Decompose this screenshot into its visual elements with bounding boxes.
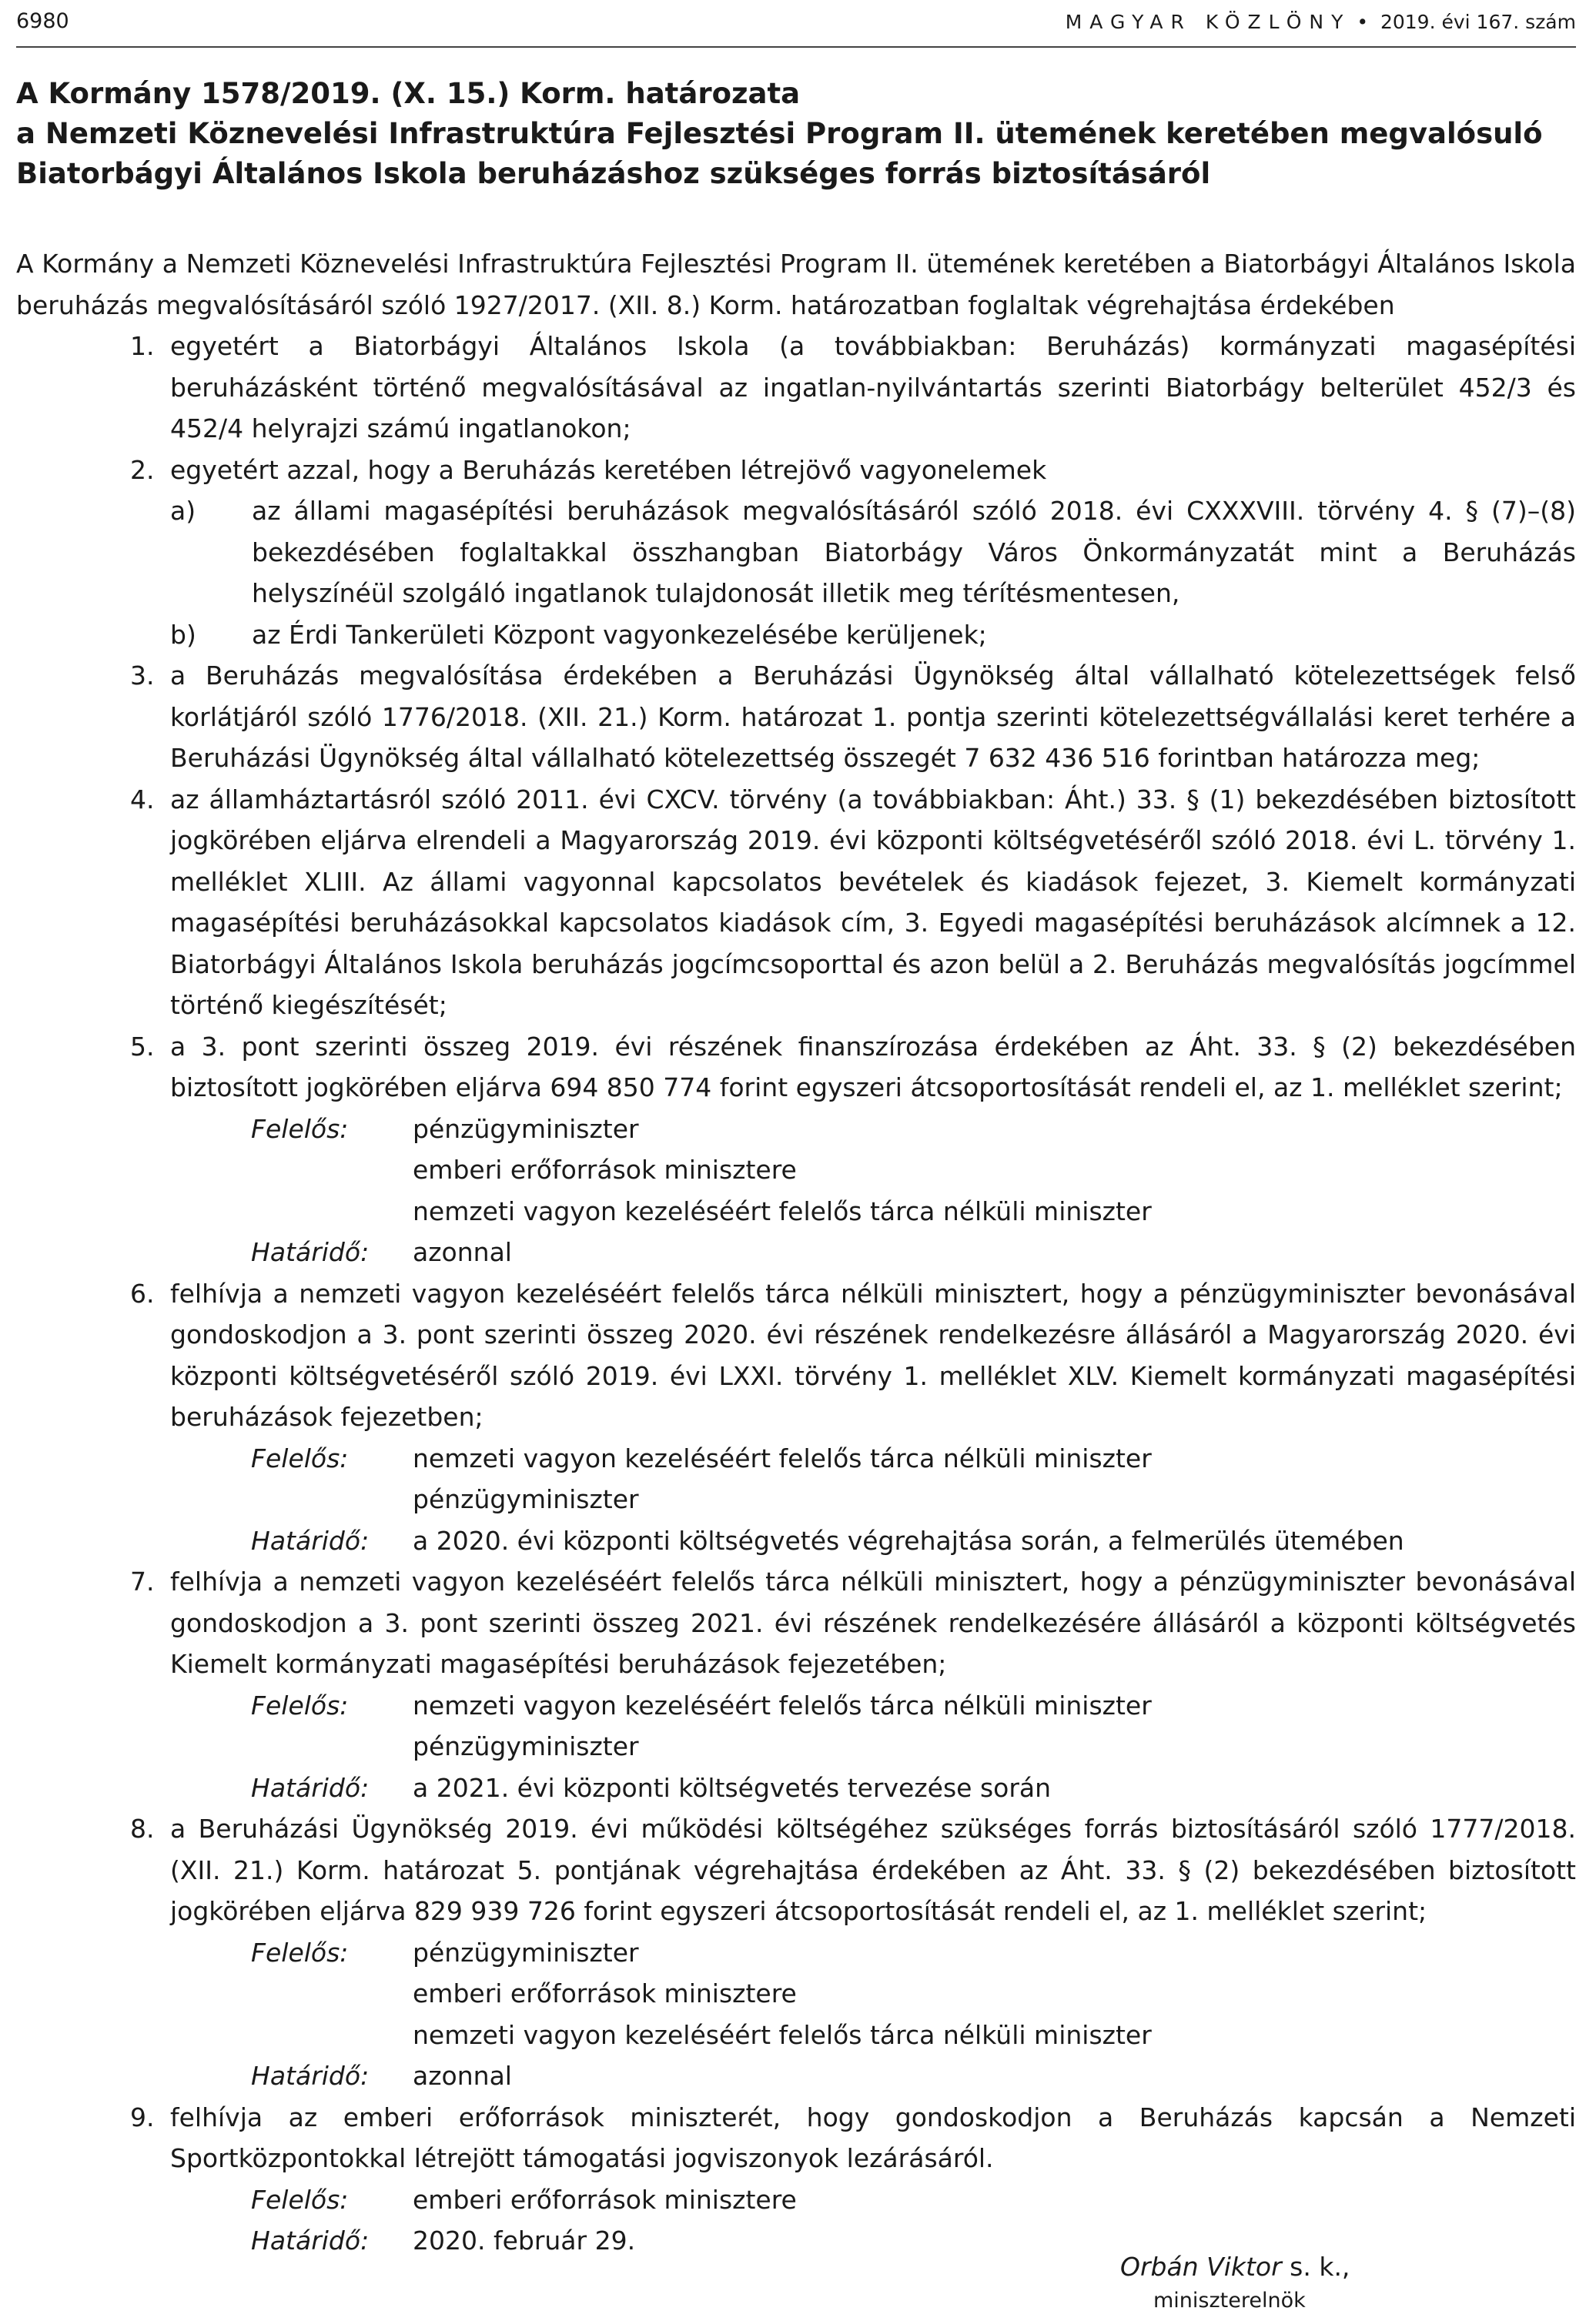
responsible-row: [16, 1109, 1576, 1150]
signature-block: [0, 2252, 1596, 2321]
list-item: [16, 1561, 1576, 1685]
signatory-suffix: s. k.,: [1281, 2252, 1350, 2282]
deadline-row: [16, 1232, 1576, 1273]
deadline-label: Határidő:: [251, 2061, 370, 2091]
issue-label: 2019. évi 167. szám: [1380, 11, 1576, 33]
responsible-row: [16, 1149, 1576, 1191]
responsible-row: [16, 2015, 1576, 2056]
list-item: [16, 655, 1576, 779]
responsible-label: Felelős:: [251, 1443, 349, 1473]
responsible-value: pénzügyminiszter: [413, 1484, 639, 1514]
title-line-2: a Nemzeti Köznevelési Infrastruktúra Fejlesztési Program II. ütemének keretében megvalósuló: [16, 117, 1543, 150]
responsible-row: [16, 1479, 1576, 1520]
responsible-row: [16, 2179, 1576, 2221]
responsible-value: pénzügyminiszter: [413, 1937, 639, 1968]
list-item: [16, 326, 1576, 450]
resolution-body: [16, 243, 1576, 2262]
resolution-title: [16, 74, 1579, 194]
deadline-row: [16, 1520, 1576, 1562]
deadline-label: Határidő:: [251, 1772, 370, 1803]
responsible-value: emberi erőforrások minisztere: [413, 2184, 797, 2215]
intro-paragraph: A Kormány a Nemzeti Köznevelési Infrastruktúra Fejlesztési Program II. ütemének keretében a Biatorbágyi Általános Iskola beruházás megvalósításáról szóló 1927/2017. (XII. 8.) Korm. határozatban foglaltak végrehajtása érdekében: [16, 249, 1576, 320]
item-number: 5.: [130, 1031, 155, 1062]
list-item: [16, 2097, 1576, 2179]
sub-item-letter: b): [170, 619, 196, 650]
journal-issue: [1066, 11, 1576, 33]
responsible-label: Felelős:: [251, 1690, 349, 1721]
deadline-row: [16, 1768, 1576, 1809]
deadline-value: azonnal: [413, 1237, 512, 1267]
signatory-name: Orbán Viktor: [1120, 2252, 1282, 2282]
title-line-1: A Kormány 1578/2019. (X. 15.) Korm. határozata: [16, 77, 801, 110]
sub-item: [16, 490, 1576, 614]
deadline-value: azonnal: [413, 2061, 512, 2091]
item-number: 1.: [130, 331, 155, 361]
responsible-row: [16, 1726, 1576, 1768]
item-number: 9.: [130, 2102, 155, 2132]
responsible-row: [16, 1932, 1576, 1974]
responsible-value: emberi erőforrások minisztere: [413, 1978, 797, 2008]
responsible-value: nemzeti vagyon kezeléséért felelős tárca nélküli miniszter: [413, 1196, 1152, 1226]
item-text: a Beruházási Ügynökség 2019. évi működési költségéhez szükséges forrás biztosításáról szóló 1777/2018. (XII. 21.) Korm. határozat 5. pontjának végrehajtása érdekében az Áht. 33. § (2) bekezdésében biztosított jogkörében eljárva 829 939 726 forint egyszeri átcsoportosítását rendeli el, az 1. melléklet szerint;: [170, 1814, 1576, 1926]
list-item: [16, 1273, 1576, 1438]
item-number: 7.: [130, 1567, 155, 1597]
item-number: 2.: [130, 454, 155, 485]
responsible-value: pénzügyminiszter: [413, 1113, 639, 1144]
item-text: egyetért azzal, hogy a Beruházás keretében létrejövő vagyonelemek: [170, 454, 1047, 485]
page-number: 6980: [16, 9, 69, 33]
item-text: az államháztartásról szóló 2011. évi CXCV. törvény (a továbbiakban: Áht.) 33. § (1) bekezdésében biztosított jogkörében eljárva elrendeli a Magyarország 2019. évi központi költségvetéséről szóló 2018. évi L. törvény 1. melléklet XLIII. Az állami vagyonnal kapcsolatos bevételek és kiadások fejezet, 3. Kiemelt kormányzati magasépítési beruházásokkal kapcsolatos kiadások cím, 3. Egyedi magasépítési beruházások alcímnek a 12. Biatorbágyi Általános Iskola beruházás jogcímcsoporttal és azon belül a 2. Beruházás megvalósítás jogcímmel történő kiegészítését;: [170, 784, 1576, 1020]
sub-item-letter: a): [170, 496, 196, 526]
list-item: [16, 1026, 1576, 1109]
responsible-value: pénzügyminiszter: [413, 1731, 639, 1761]
header-rule: [16, 46, 1576, 48]
deadline-value: a 2021. évi központi költségvetés tervezése során: [413, 1772, 1052, 1803]
header-bullet: •: [1357, 11, 1369, 33]
item-text: felhívja a nemzeti vagyon kezeléséért felelős tárca nélküli minisztert, hogy a pénzügyminiszter bevonásával gondoskodjon a 3. pont szerinti összeg 2020. évi részének rendelkezésre állásáról a Magyarország 2020. évi központi költségvetéséről szóló 2019. évi LXXI. törvény 1. melléklet XLV. Kiemelt kormányzati magasépítési beruházások fejezetben;: [170, 1278, 1576, 1432]
responsible-row: [16, 1191, 1576, 1232]
responsible-row: [16, 1685, 1576, 1727]
sub-item-text: az Érdi Tankerületi Központ vagyonkezelésébe kerüljenek;: [252, 619, 987, 650]
responsible-row: [16, 1973, 1576, 2015]
responsible-value: nemzeti vagyon kezeléséért felelős tárca nélküli miniszter: [413, 1443, 1152, 1473]
responsible-value: nemzeti vagyon kezeléséért felelős tárca nélküli miniszter: [413, 2019, 1152, 2050]
deadline-row: [16, 2055, 1576, 2097]
journal-name: MAGYAR KÖZLÖNY: [1065, 11, 1351, 33]
list-item: [16, 1808, 1576, 1932]
deadline-value: 2020. február 29.: [413, 2226, 636, 2256]
item-number: 4.: [130, 784, 155, 814]
responsible-label: Felelős:: [251, 2184, 349, 2215]
item-text: egyetért a Biatorbágyi Általános Iskola (a továbbiakban: Beruházás) kormányzati magasépítési beruházásként történő megvalósításával az ingatlan-nyilvántartás szerinti Biatorbágy belterület 452/3 és 452/4 helyrajzi számú ingatlanokon;: [170, 331, 1576, 443]
responsible-label: Felelős:: [251, 1113, 349, 1144]
sub-item-text: az állami magasépítési beruházások megvalósításáról szóló 2018. évi CXXXVIII. törvény 4. § (7)–(8) bekezdésében foglaltakkal összhangban Biatorbágy Város Önkormányzatát mint a Beruházás helyszínéül szolgáló ingatlanok tulajdonosát illetik meg térítésmentesen,: [252, 496, 1576, 608]
item-text: a Beruházás megvalósítása érdekében a Beruházási Ügynökség által vállalható kötelezettségek felső korlátjáról szóló 1776/2018. (XII. 21.) Korm. határozat 1. pontja szerinti kötelezettségvállalási keret terhére a Beruházási Ügynökség által vállalható kötelezettség összegét 7 632 436 516 forintban határozza meg;: [170, 661, 1576, 773]
responsible-row: [16, 1438, 1576, 1480]
responsible-label: Felelős:: [251, 1937, 349, 1968]
list-item: [16, 450, 1576, 491]
item-number: 6.: [130, 1278, 155, 1309]
responsible-value: emberi erőforrások minisztere: [413, 1155, 797, 1185]
deadline-label: Határidő:: [251, 2226, 370, 2256]
deadline-label: Határidő:: [251, 1525, 370, 1556]
deadline-label: Határidő:: [251, 1237, 370, 1267]
list-item: [16, 779, 1576, 1026]
signatory: [1120, 2252, 1350, 2282]
item-number: 8.: [130, 1814, 155, 1844]
item-text: felhívja a nemzeti vagyon kezeléséért felelős tárca nélküli minisztert, hogy a pénzügyminiszter bevonásával gondoskodjon a 3. pont szerinti összeg 2021. évi részének rendelkezésére állásáról a központi költségvetés Kiemelt kormányzati magasépítési beruházások fejezetében;: [170, 1567, 1576, 1679]
sub-item: [16, 614, 1576, 656]
running-header: [16, 3, 1576, 43]
title-line-3: Biatorbágyi Általános Iskola beruházáshoz szükséges forrás biztosításáról: [16, 157, 1211, 190]
item-text: felhívja az emberi erőforrások miniszterét, hogy gondoskodjon a Beruházás kapcsán a Nemzeti Sportközpontokkal létrejött támogatási jogviszonyok lezárásáról.: [170, 2102, 1576, 2173]
signatory-role: miniszterelnök: [1153, 2289, 1306, 2313]
deadline-value: a 2020. évi központi költségvetés végrehajtása során, a felmerülés ütemében: [413, 1525, 1404, 1556]
responsible-value: nemzeti vagyon kezeléséért felelős tárca nélküli miniszter: [413, 1690, 1152, 1721]
item-number: 3.: [130, 661, 155, 691]
item-text: a 3. pont szerinti összeg 2019. évi részének finanszírozása érdekében az Áht. 33. § (2) bekezdésében biztosított jogkörében eljárva 694 850 774 forint egyszeri átcsoportosítását rendeli el, az 1. melléklet szerint;: [170, 1031, 1576, 1102]
